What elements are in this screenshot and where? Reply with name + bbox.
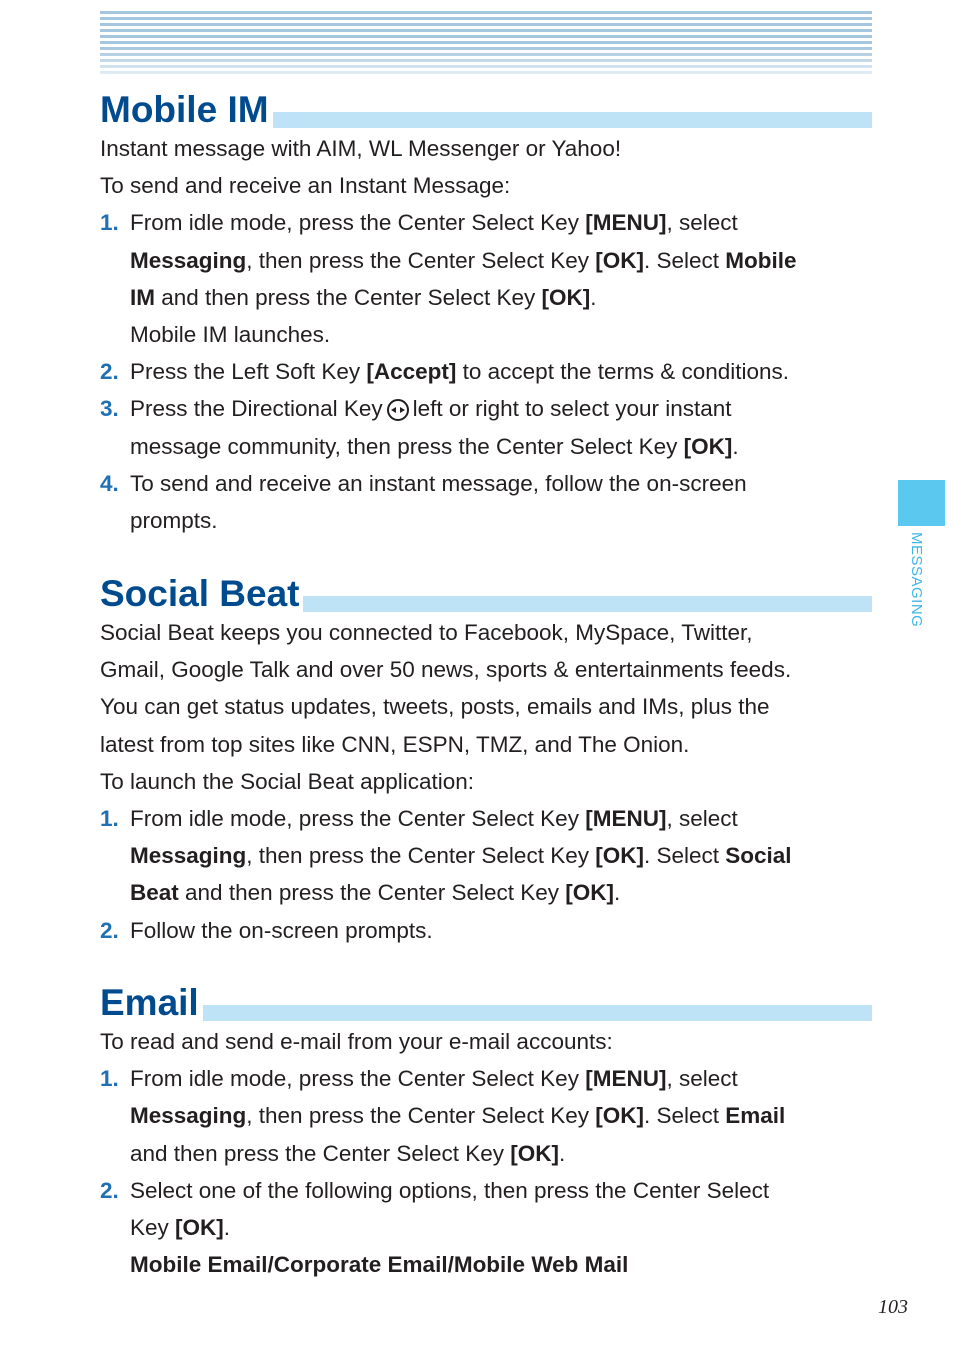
step-text: , then press the Center Select Key — [246, 247, 596, 273]
step-text: , select — [666, 806, 738, 832]
step-number: 3. — [100, 396, 119, 422]
section-title: Mobile IM — [100, 90, 273, 130]
step-text: . — [590, 284, 597, 310]
page-number: 103 — [878, 1296, 908, 1318]
key-label: [Accept] — [366, 359, 457, 385]
step-text: . — [223, 1215, 231, 1241]
menu-label: Messaging — [130, 1103, 247, 1129]
menu-label: Email — [725, 1103, 786, 1129]
intro-text: To read and send e-mail from your e-mail accounts: — [100, 1029, 613, 1054]
step-line: To send and receive an instant message, follow the on-screen — [130, 470, 747, 496]
body-text: latest from top sites like CNN, ESPN, TMZ, and The Onion. — [100, 731, 690, 757]
key-label: [OK] — [175, 1215, 224, 1241]
key-label: [OK] — [595, 843, 644, 869]
email-options — [130, 1246, 872, 1283]
step-line: Select one of the following options, then press the Center Select — [130, 1177, 770, 1203]
section-title: Email — [100, 983, 203, 1023]
step-text: , select — [666, 210, 738, 236]
key-label: [MENU] — [585, 210, 667, 236]
step-item — [100, 1060, 872, 1172]
section-heading — [100, 977, 872, 1023]
body-text: You can get status updates, tweets, posts, emails and IMs, plus the — [100, 694, 770, 720]
step-number: 2. — [100, 1177, 119, 1203]
step-text: . Select — [643, 247, 726, 273]
intro-text: To send and receive an Instant Message: — [100, 173, 511, 199]
step-number: 2. — [100, 359, 119, 385]
key-label: [OK] — [510, 1140, 559, 1166]
section-email — [100, 977, 872, 1283]
step-text: , then press the Center Select Key — [246, 843, 596, 869]
body-text: To launch the Social Beat application: — [100, 768, 474, 794]
step-line — [130, 800, 872, 837]
header-stripes — [100, 11, 872, 77]
step-line: Mobile IM launches. — [130, 322, 331, 348]
step-item — [100, 390, 872, 464]
key-label: [OK] — [565, 880, 615, 906]
step-line: prompts. — [130, 508, 218, 534]
step-line — [130, 874, 872, 911]
step-number: 1. — [100, 1066, 119, 1092]
key-label: [OK] — [595, 247, 644, 273]
section-heading — [100, 568, 872, 614]
step-item — [100, 204, 872, 353]
step-text: left or right to select your instant — [412, 396, 732, 422]
step-item — [100, 465, 872, 539]
step-number: 1. — [100, 210, 119, 236]
step-text: and then press the Center Select Key — [130, 1140, 511, 1166]
step-item — [100, 912, 872, 949]
menu-label: Messaging — [130, 247, 247, 273]
menu-label: Mobile — [725, 247, 797, 273]
options-label: Mobile Email/Corporate Email/Mobile Web Mail — [130, 1252, 629, 1278]
step-line — [130, 1097, 872, 1134]
step-text: From idle mode, press the Center Select Key — [130, 210, 586, 236]
step-text: and then press the Center Select Key — [178, 880, 566, 906]
step-text: . — [558, 1140, 566, 1166]
step-line — [130, 1135, 872, 1172]
step-text: Key — [130, 1215, 176, 1241]
heading-bar — [100, 1005, 872, 1021]
body-text: Social Beat keeps you connected to Facebook, MySpace, Twitter, — [100, 620, 753, 645]
step-text: . — [732, 433, 739, 459]
step-item — [100, 1172, 872, 1284]
step-number: 1. — [100, 806, 119, 832]
step-line — [130, 279, 872, 316]
step-text: to accept the terms & conditions. — [456, 359, 790, 385]
key-label: [OK] — [541, 284, 591, 310]
step-text: Press the Directional Key — [130, 396, 383, 422]
menu-label: IM — [130, 284, 155, 310]
section-title: Social Beat — [100, 574, 303, 614]
menu-label: Beat — [130, 880, 179, 906]
intro-text: Instant message with AIM, WL Messenger or Yahoo! — [100, 136, 622, 161]
body-text: Gmail, Google Talk and over 50 news, sports & entertainments feeds. — [100, 657, 792, 683]
section-social-beat — [100, 568, 872, 949]
step-text: Press the Left Soft Key — [130, 359, 367, 385]
step-line — [130, 353, 872, 390]
key-label: [OK] — [683, 433, 733, 459]
step-line — [130, 837, 872, 874]
menu-label: Social — [725, 843, 792, 869]
step-item — [100, 800, 872, 912]
step-text: . — [614, 880, 621, 906]
step-line — [130, 390, 872, 427]
step-text: , then press the Center Select Key — [246, 1103, 596, 1129]
step-number: 2. — [100, 917, 119, 943]
step-text: , select — [666, 1066, 738, 1092]
menu-label: Messaging — [130, 843, 247, 869]
step-text: From idle mode, press the Center Select Key — [130, 806, 586, 832]
step-number: 4. — [100, 470, 119, 496]
key-label: [MENU] — [585, 1066, 667, 1092]
step-text: . Select — [643, 1103, 726, 1129]
step-text: and then press the Center Select Key — [155, 284, 542, 310]
step-line — [130, 1209, 872, 1246]
key-label: [OK] — [595, 1103, 644, 1129]
step-text: From idle mode, press the Center Select Key — [130, 1066, 586, 1092]
side-tab — [898, 480, 945, 526]
step-line — [130, 242, 872, 279]
step-item — [100, 353, 872, 390]
section-mobile-im — [100, 84, 872, 539]
step-text: . Select — [643, 843, 726, 869]
step-line — [130, 1060, 872, 1097]
directional-key-icon — [387, 399, 409, 421]
section-heading — [100, 84, 872, 130]
key-label: [MENU] — [585, 806, 667, 832]
step-text: message community, then press the Center Select Key — [130, 433, 684, 459]
step-line — [130, 428, 872, 465]
step-line: Follow the on-screen prompts. — [130, 917, 433, 943]
step-line — [130, 204, 872, 241]
side-label: MESSAGING — [908, 532, 925, 628]
